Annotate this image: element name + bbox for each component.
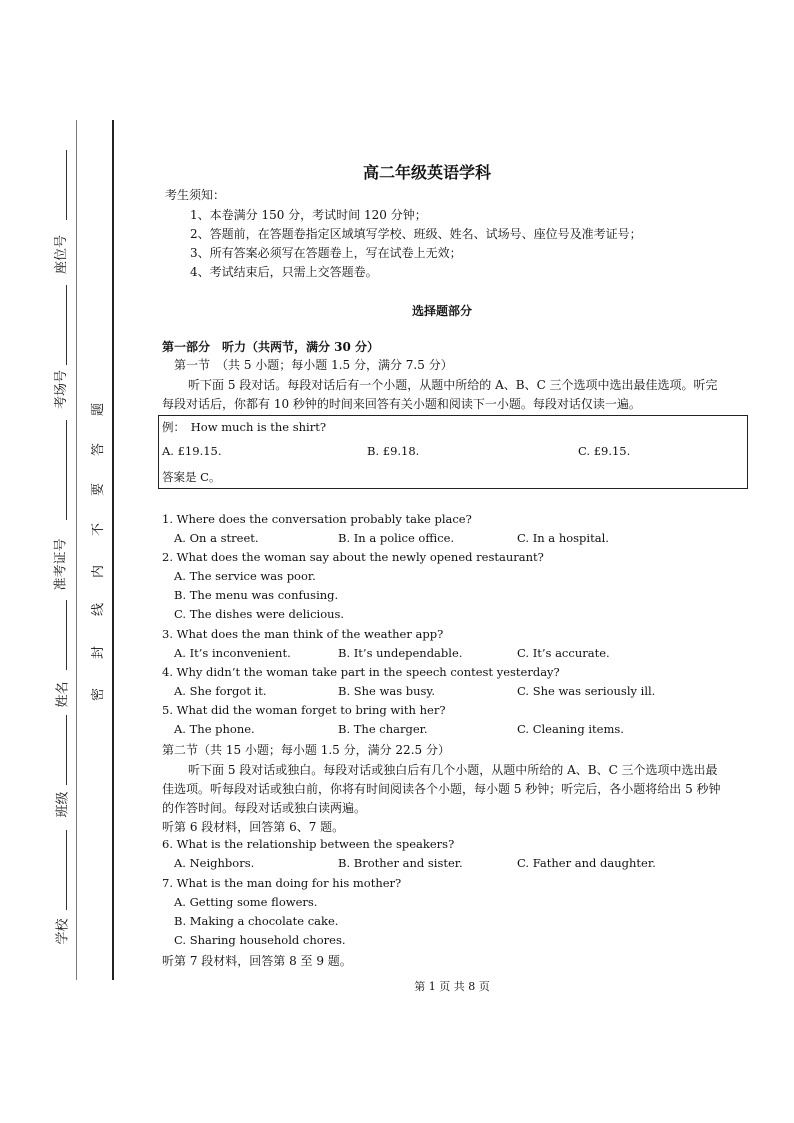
seal-char: 内 (91, 564, 107, 579)
option-b: B. The menu was confusing. (174, 588, 339, 602)
seal-line-outer (76, 120, 77, 980)
label-exam-room: 考场号 (54, 369, 70, 410)
example-option-c: C. £9.15. (578, 444, 631, 458)
notice-item: 3、所有答案必须写在答题卷上，写在试卷上无效； (190, 246, 462, 260)
seal-char: 封 (91, 645, 107, 660)
option-c: C. In a hospital. (517, 531, 609, 545)
field-line-ticket (66, 420, 67, 520)
option-a: A. Getting some flowers. (174, 895, 318, 909)
sec2-instruction: 佳选项。听每段对话或独白前，你将有时间阅读各个小题，每小题 5 秒钟；听完后，各小题将给出 5 秒钟 (162, 782, 721, 796)
option-a: A. The service was poor. (174, 569, 316, 583)
question: 2. What does the woman say about the newly opened restaurant? (162, 550, 544, 564)
option-c: C. Cleaning items. (517, 722, 624, 736)
option-a: A. On a street. (174, 531, 259, 545)
sec1-instruction: 每段对话后，你都有 10 秒钟的时间来回答有关小题和阅读下一小题。每段对话仅读一遍。 (162, 397, 641, 411)
field-line-school (66, 830, 67, 910)
option-b: B. Brother and sister. (338, 856, 463, 870)
question: 5. What did the woman forget to bring with her? (162, 703, 446, 717)
sec2-instruction: 的作答时间。每段对话或独白读两遍。 (162, 801, 367, 815)
option-c: C. Sharing household chores. (174, 933, 346, 947)
option-b: B. The charger. (338, 722, 428, 736)
example-option-a: A. £19.15. (162, 444, 222, 458)
option-c: C. The dishes were delicious. (174, 607, 345, 621)
option-a: A. Neighbors. (174, 856, 255, 870)
question: 3. What does the man think of the weather app? (162, 627, 444, 641)
seal-char: 线 (91, 602, 107, 617)
sec2-title: 第二节（共 15 小题；每小题 1.5 分，满分 22.5 分） (162, 743, 450, 757)
seal-char: 密 (91, 687, 107, 702)
option-c: C. It’s accurate. (517, 646, 610, 660)
option-c: C. She was seriously ill. (517, 684, 656, 698)
seal-char: 要 (91, 482, 107, 497)
label-school: 学校 (55, 918, 71, 945)
option-a: A. The phone. (174, 722, 255, 736)
notice-item: 4、考试结束后，只需上交答题卷。 (190, 265, 378, 279)
option-b: B. It’s undependable. (338, 646, 463, 660)
field-line-room (66, 285, 67, 365)
seal-char: 不 (91, 522, 107, 537)
seal-char: 题 (91, 402, 107, 417)
example-answer: 答案是 C。 (162, 470, 221, 484)
section-title: 选择题部分 (411, 304, 472, 318)
sec2-instruction: 听下面 5 段对话或独白。每段对话或独白后有几个小题，从题中所给的 A、B、C 三个选项中选出最 (188, 763, 718, 777)
question: 1. Where does the conversation probably take place? (162, 512, 472, 526)
listen-instruction: 听第 6 段材料，回答第 6、7 题。 (162, 820, 345, 834)
page-number: 第 1 页 共 8 页 (414, 980, 490, 993)
option-b: B. In a police office. (338, 531, 455, 545)
seal-line-inner (112, 120, 114, 980)
question: 4. Why didn’t the woman take part in the speech contest yesterday? (162, 665, 560, 679)
option-c: C. Father and daughter. (517, 856, 656, 870)
example-question: 例： How much is the shirt? (162, 420, 327, 434)
option-b: B. Making a chocolate cake. (174, 914, 339, 928)
label-class: 班级 (55, 791, 71, 818)
part-title: 第一部分 听力（共两节，满分 30 分） (162, 340, 380, 354)
notice-item: 1、本卷满分 150 分，考试时间 120 分钟； (190, 208, 427, 222)
label-name: 姓名 (55, 681, 71, 708)
page-title: 高二年级英语学科 (362, 163, 491, 182)
listen-instruction: 听第 7 段材料，回答第 8 至 9 题。 (162, 954, 352, 968)
example-option-b: B. £9.18. (367, 444, 420, 458)
question: 6. What is the relationship between the speakers? (162, 837, 455, 851)
sec1-instruction: 听下面 5 段对话。每段对话后有一个小题，从题中所给的 A、B、C 三个选项中选出最佳选项。听完 (188, 378, 718, 392)
seal-char: 答 (91, 442, 107, 457)
option-a: A. It’s inconvenient. (174, 646, 291, 660)
sec1-title: 第一节 （共 5 小题；每小题 1.5 分，满分 7.5 分） (174, 358, 453, 372)
field-line-name (66, 600, 67, 670)
notice-title: 考生须知： (165, 188, 226, 202)
option-b: B. She was busy. (338, 684, 436, 698)
field-line-class (66, 715, 67, 785)
notice-item: 2、答题前，在答题卷指定区域填写学校、班级、姓名、试场号、座位号及准考证号； (190, 227, 642, 241)
label-seat-number: 座位号 (54, 234, 70, 275)
option-a: A. She forgot it. (174, 684, 267, 698)
question: 7. What is the man doing for his mother? (162, 876, 402, 890)
label-ticket-number: 准考证号 (53, 538, 69, 591)
